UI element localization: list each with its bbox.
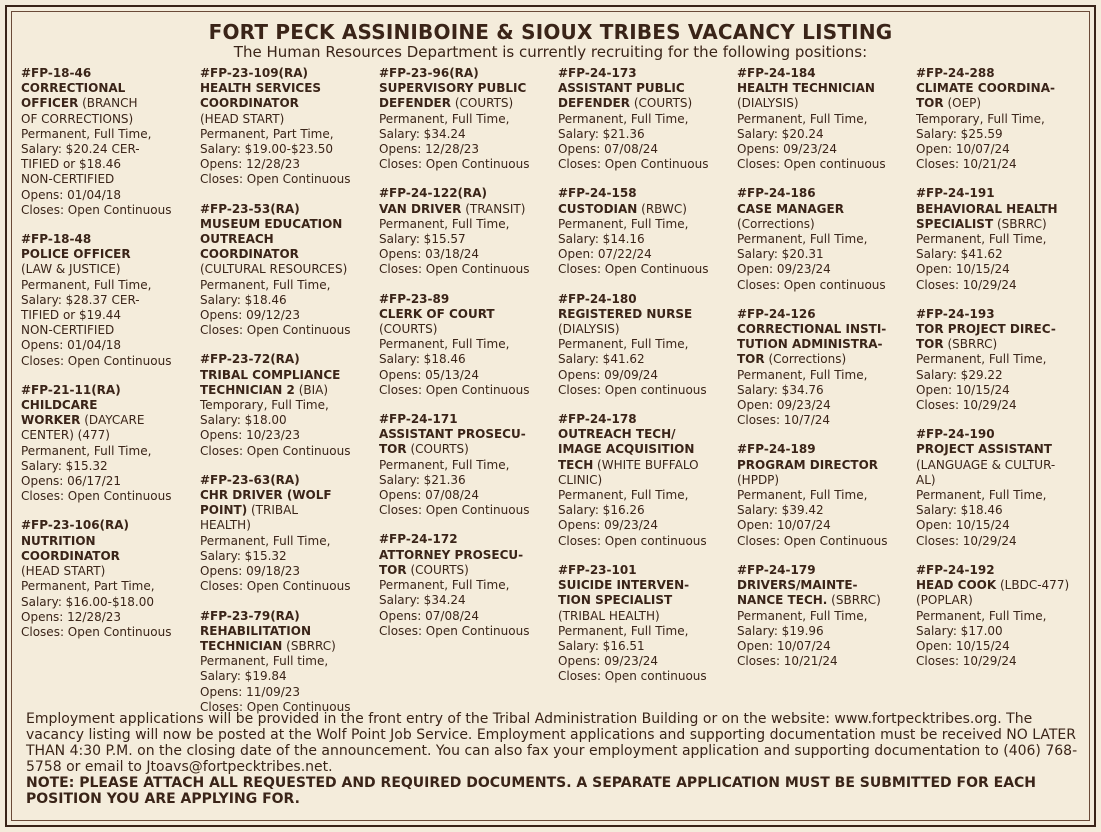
vacancy-department: (DIALYSIS) [737, 96, 799, 111]
vacancy-details: Permanent, Full Time, Salary: $41.62 Opens: 09/09/24 Closes: Open continuous [558, 337, 707, 397]
vacancy-title: SUPERVISORY PUBLIC DEFENDER [379, 81, 527, 111]
vacancy-title: MUSEUM EDUCATION OUTREACH COORDINATOR [200, 216, 343, 262]
vacancy-title: OUTREACH TECH/ IMAGE ACQUISITION TECH [558, 427, 695, 472]
vacancy-department: (HEAD START) [21, 564, 106, 579]
vacancy-id: #FP-23-89 [379, 291, 450, 306]
vacancy-details: Temporary, Full Time, Salary: $18.00 Opens: 10/23/23 Closes: Open Continuous [200, 398, 351, 458]
vacancy-title: ASSISTANT PUBLIC DEFENDER [558, 81, 685, 111]
vacancy-item [737, 186, 913, 292]
vacancy-details: Permanent, Full Time, Salary: $17.00 Open: 10/15/24 Closes: 10/29/24 [916, 608, 1047, 669]
vacancy-department: (HPDP) [737, 472, 780, 487]
vacancy-id: #FP-24-288 [916, 66, 995, 80]
vacancy-id: #FP-21-11(RA) [21, 382, 121, 397]
vacancy-details: Permanent, Full Time, Salary: $41.62 Open: 10/15/24 Closes: 10/29/24 [916, 232, 1047, 292]
vacancy-column-5 [737, 66, 913, 683]
vacancy-item [21, 232, 197, 369]
vacancy-id: #FP-24-180 [558, 291, 637, 306]
vacancy-title: CHR DRIVER (WOLF POINT) [200, 488, 332, 518]
vacancy-title: HEALTH TECHNICIAN [737, 81, 875, 96]
vacancy-department: (Corrections) [737, 216, 815, 231]
vacancy-details: Permanent, Full Time, Salary: $29.22 Open: 10/15/24 Closes: 10/29/24 [916, 352, 1047, 413]
vacancy-item [558, 563, 734, 685]
vacancy-id: #FP-24-171 [379, 412, 458, 427]
vacancy-title: POLICE OFFICER [21, 247, 131, 262]
vacancy-title: HEALTH SERVICES COORDINATOR [200, 81, 322, 111]
vacancy-department: (COURTS) [406, 442, 469, 457]
vacancy-department: (TRIBAL HEALTH) [200, 503, 299, 533]
vacancy-id: #FP-24-179 [737, 562, 816, 577]
vacancy-item [737, 442, 913, 548]
vacancy-details: Permanent, Full Time, Salary: $20.24 CER- TIFIED or $18.46 NON-CERTIFIED Opens: 01/04/18 Closes: Open Continuous [21, 126, 172, 217]
vacancy-item [379, 186, 555, 277]
vacancy-column-6 [916, 66, 1092, 683]
vacancy-details: Permanent, Part Time, Salary: $16.00-$18.00 Opens: 12/28/23 Closes: Open Continuous [21, 579, 172, 639]
vacancy-id: #FP-24-189 [737, 442, 816, 457]
vacancy-department: (BIA) [294, 382, 329, 397]
vacancy-title: VAN DRIVER [379, 201, 462, 216]
vacancy-department: (SBRRC) [827, 593, 881, 608]
vacancy-title: REHABILITATION TECHNICIAN [200, 623, 311, 653]
vacancy-item [916, 186, 1092, 292]
vacancy-title: ASSISTANT PROSECU- TOR [379, 427, 526, 457]
vacancy-item [737, 307, 913, 429]
vacancy-details: Permanent, Full Time, Salary: $34.24 Opens: 12/28/23 Closes: Open Continuous [379, 111, 530, 172]
vacancy-details: Permanent, Full Time, Salary: $21.36 Opens: 07/08/24 Closes: Open Continuous [558, 111, 709, 172]
vacancy-department: (BRANCH OF CORRECTIONS) [21, 96, 138, 126]
vacancy-title: SUICIDE INTERVEN- TION SPECIALIST [558, 578, 690, 608]
vacancy-id: #FP-24-191 [916, 186, 995, 201]
vacancy-details: Permanent, Full Time, Salary: $20.24 Opens: 09/23/24 Closes: Open continuous [737, 111, 886, 172]
vacancy-item [379, 292, 555, 398]
vacancy-department: (RBWC) [637, 201, 687, 216]
vacancy-item [379, 412, 555, 518]
vacancy-id: #FP-18-48 [21, 232, 92, 247]
vacancy-title: TOR PROJECT DIREC- TOR [916, 322, 1056, 352]
vacancy-id: #FP-23-63(RA) [200, 472, 300, 487]
vacancy-title: TRIBAL COMPLIANCE TECHNICIAN 2 [200, 367, 341, 397]
vacancy-details: Permanent, Full time, Salary: $19.84 Opens: 11/09/23 Closes: Open Continuous [200, 654, 351, 714]
vacancy-details: Permanent, Full Time, Salary: $20.31 Open: 09/23/24 Closes: Open continuous [737, 232, 886, 292]
vacancy-details: Permanent, Full Time, Salary: $15.32 Opens: 06/17/21 Closes: Open Continuous [21, 443, 172, 504]
vacancy-item [916, 66, 1092, 172]
vacancy-id: #FP-23-106(RA) [21, 518, 130, 533]
vacancy-department: (SBRRC) [943, 337, 998, 352]
vacancy-id: #FP-24-178 [558, 412, 637, 427]
vacancy-item [558, 66, 734, 172]
vacancy-department: (OEP) [943, 96, 982, 111]
vacancy-title: DRIVERS/MAINTE- NANCE TECH. [737, 578, 858, 608]
vacancy-department: (LANGUAGE & CULTUR- AL) [916, 457, 1056, 487]
vacancy-id: #FP-24-186 [737, 186, 816, 201]
vacancy-department: (DIALYSIS) [558, 322, 620, 337]
vacancy-details: Permanent, Full Time, Salary: $18.46 Open: 10/15/24 Closes: 10/29/24 [916, 488, 1047, 548]
vacancy-id: #FP-18-46 [21, 66, 92, 80]
vacancy-item [916, 427, 1092, 549]
application-instructions [26, 711, 1078, 807]
vacancy-department: (LAW & JUSTICE) [21, 262, 121, 277]
vacancy-id: #FP-24-122(RA) [379, 186, 488, 201]
vacancy-column-4 [558, 66, 734, 699]
vacancy-details: Permanent, Full Time, Salary: $18.46 Opens: 05/13/24 Closes: Open Continuous [379, 337, 530, 397]
vacancy-item [558, 412, 734, 549]
vacancy-details: Temporary, Full Time, Salary: $25.59 Open: 10/07/24 Closes: 10/21/24 [916, 111, 1045, 172]
vacancy-id: #FP-23-96(RA) [379, 66, 479, 80]
vacancy-title: PROJECT ASSISTANT [916, 442, 1052, 457]
vacancy-id: #FP-24-173 [558, 66, 637, 80]
vacancy-department: (SBRRC) [993, 216, 1047, 231]
vacancy-title: CORRECTIONAL OFFICER [21, 81, 126, 111]
vacancy-title: PROGRAM DIRECTOR [737, 457, 879, 472]
vacancy-id: #FP-24-158 [558, 186, 637, 201]
vacancy-id: #FP-23-79(RA) [200, 608, 300, 623]
vacancy-item [379, 66, 555, 172]
vacancy-title: CORRECTIONAL INSTI- TUTION ADMINISTRA- TOR [737, 322, 887, 367]
vacancy-details: Permanent, Full Time, Salary: $28.37 CER- TIFIED or $19.44 NON-CERTIFIED Opens: 01/04/18 Closes: Open Continuous [21, 277, 172, 368]
vacancy-item [200, 66, 376, 188]
vacancy-id: #FP-24-126 [737, 306, 816, 321]
instructions-note: NOTE: PLEASE ATTACH ALL REQUESTED AND REQUIRED DOCUMENTS. A SEPARATE APPLICATION MUST BE SUBMITTED FOR EACH POSITION YOU ARE APPLYING FOR. [26, 775, 1037, 807]
vacancy-item [21, 518, 197, 640]
vacancy-title: ATTORNEY PROSECU- TOR [379, 547, 524, 577]
vacancy-department: (COURTS) [451, 96, 514, 111]
vacancy-item [200, 202, 376, 339]
vacancy-details: Permanent, Part Time, Salary: $19.00-$23.50 Opens: 12/28/23 Closes: Open Continuous [200, 126, 351, 187]
vacancy-details: Permanent, Full Time, Salary: $34.76 Open: 09/23/24 Closes: 10/7/24 [737, 367, 868, 428]
vacancy-item [558, 186, 734, 277]
vacancy-department: (COURTS) [630, 96, 693, 111]
page-title: FORT PECK ASSINIBOINE & SIOUX TRIBES VACANCY LISTING [208, 20, 893, 44]
vacancy-item [21, 66, 197, 218]
vacancy-id: #FP-23-72(RA) [200, 352, 300, 367]
vacancy-item [200, 352, 376, 458]
vacancy-item [558, 292, 734, 398]
vacancy-id: #FP-24-190 [916, 427, 995, 442]
vacancy-details: Permanent, Full Time, Salary: $21.36 Opens: 07/08/24 Closes: Open Continuous [379, 457, 530, 518]
vacancy-details: Permanent, Full Time, Salary: $15.57 Opens: 03/18/24 Closes: Open Continuous [379, 216, 530, 277]
instructions-text: Employment applications will be provided in the front entry of the Tribal Administration Building or on the website: www.fortpecktribes.org. The vacancy listing will now be posted at the Wolf Point Job Service. Employment applications and supporting documentation must be received NO LATER THAN 4:30 P.M. on the closing date of the announcement. You can also fax your employment application and supporting documentation to (406) 768-5758 or email to Jtoavs@fortpecktribes.net. [26, 711, 1078, 775]
vacancy-item [737, 563, 913, 669]
vacancy-item [737, 66, 913, 172]
vacancy-title: NUTRITION COORDINATOR [21, 533, 120, 563]
vacancy-department: (WHITE BUFFALO CLINIC) [558, 457, 699, 487]
page-subtitle: The Human Resources Department is currently recruiting for the following positions: [233, 43, 868, 61]
vacancy-department: (DAYCARE CENTER) (477) [21, 413, 145, 443]
vacancy-column-3 [379, 66, 555, 653]
vacancy-id: #FP-24-193 [916, 306, 995, 321]
vacancy-item [200, 473, 376, 595]
vacancy-details: Permanent, Full Time, Salary: $15.32 Opens: 09/18/23 Closes: Open Continuous [200, 533, 351, 594]
vacancy-department: (TRIBAL HEALTH) [558, 608, 660, 623]
vacancy-title: CHILDCARE WORKER [21, 398, 98, 428]
vacancy-department: (HEAD START) [200, 111, 285, 126]
vacancy-id: #FP-24-192 [916, 562, 995, 577]
vacancy-department: (LBDC-477) (POPLAR) [916, 578, 1070, 608]
vacancy-details: Permanent, Full Time, Salary: $16.26 Opens: 09/23/24 Closes: Open continuous [558, 488, 707, 548]
vacancy-item [21, 383, 197, 505]
vacancy-department: (COURTS) [379, 322, 438, 337]
vacancy-details: Permanent, Full Time, Salary: $18.46 Opens: 09/12/23 Closes: Open Continuous [200, 277, 351, 338]
vacancy-details: Permanent, Full Time, Salary: $14.16 Open: 07/22/24 Closes: Open Continuous [558, 216, 709, 277]
vacancy-department: (CULTURAL RESOURCES) [200, 262, 348, 277]
vacancy-id: #FP-23-109(RA) [200, 66, 309, 80]
vacancy-details: Permanent, Full Time, Salary: $34.24 Opens: 07/08/24 Closes: Open Continuous [379, 578, 530, 638]
vacancy-id: #FP-23-53(RA) [200, 201, 300, 216]
vacancy-department: (Corrections) [764, 352, 847, 367]
vacancy-column-1 [21, 66, 197, 654]
vacancy-title: HEAD COOK [916, 578, 997, 593]
vacancy-title: CLERK OF COURT [379, 306, 495, 321]
vacancy-item [200, 609, 376, 715]
vacancy-item [916, 307, 1092, 413]
vacancy-department: (COURTS) [406, 562, 469, 577]
vacancy-title: CASE MANAGER [737, 201, 844, 216]
vacancy-id: #FP-24-172 [379, 532, 458, 547]
vacancy-title: BEHAVIORAL HEALTH SPECIALIST [916, 201, 1058, 231]
vacancy-details: Permanent, Full Time, Salary: $16.51 Opens: 09/23/24 Closes: Open continuous [558, 623, 707, 684]
vacancy-department: (TRANSIT) [461, 201, 526, 216]
vacancy-item [916, 563, 1092, 669]
vacancy-id: #FP-24-184 [737, 66, 816, 80]
vacancy-details: Permanent, Full Time, Salary: $39.42 Open: 10/07/24 Closes: Open Continuous [737, 488, 888, 548]
vacancy-details: Permanent, Full Time, Salary: $19.96 Open: 10/07/24 Closes: 10/21/24 [737, 608, 868, 669]
vacancy-id: #FP-23-101 [558, 562, 637, 577]
vacancy-department: (SBRRC) [282, 638, 336, 653]
vacancy-title: CLIMATE COORDINA- TOR [916, 81, 1055, 111]
vacancy-column-2 [200, 66, 376, 729]
vacancy-title: CUSTODIAN [558, 201, 638, 216]
vacancy-title: REGISTERED NURSE [558, 306, 693, 321]
vacancy-item [379, 532, 555, 638]
